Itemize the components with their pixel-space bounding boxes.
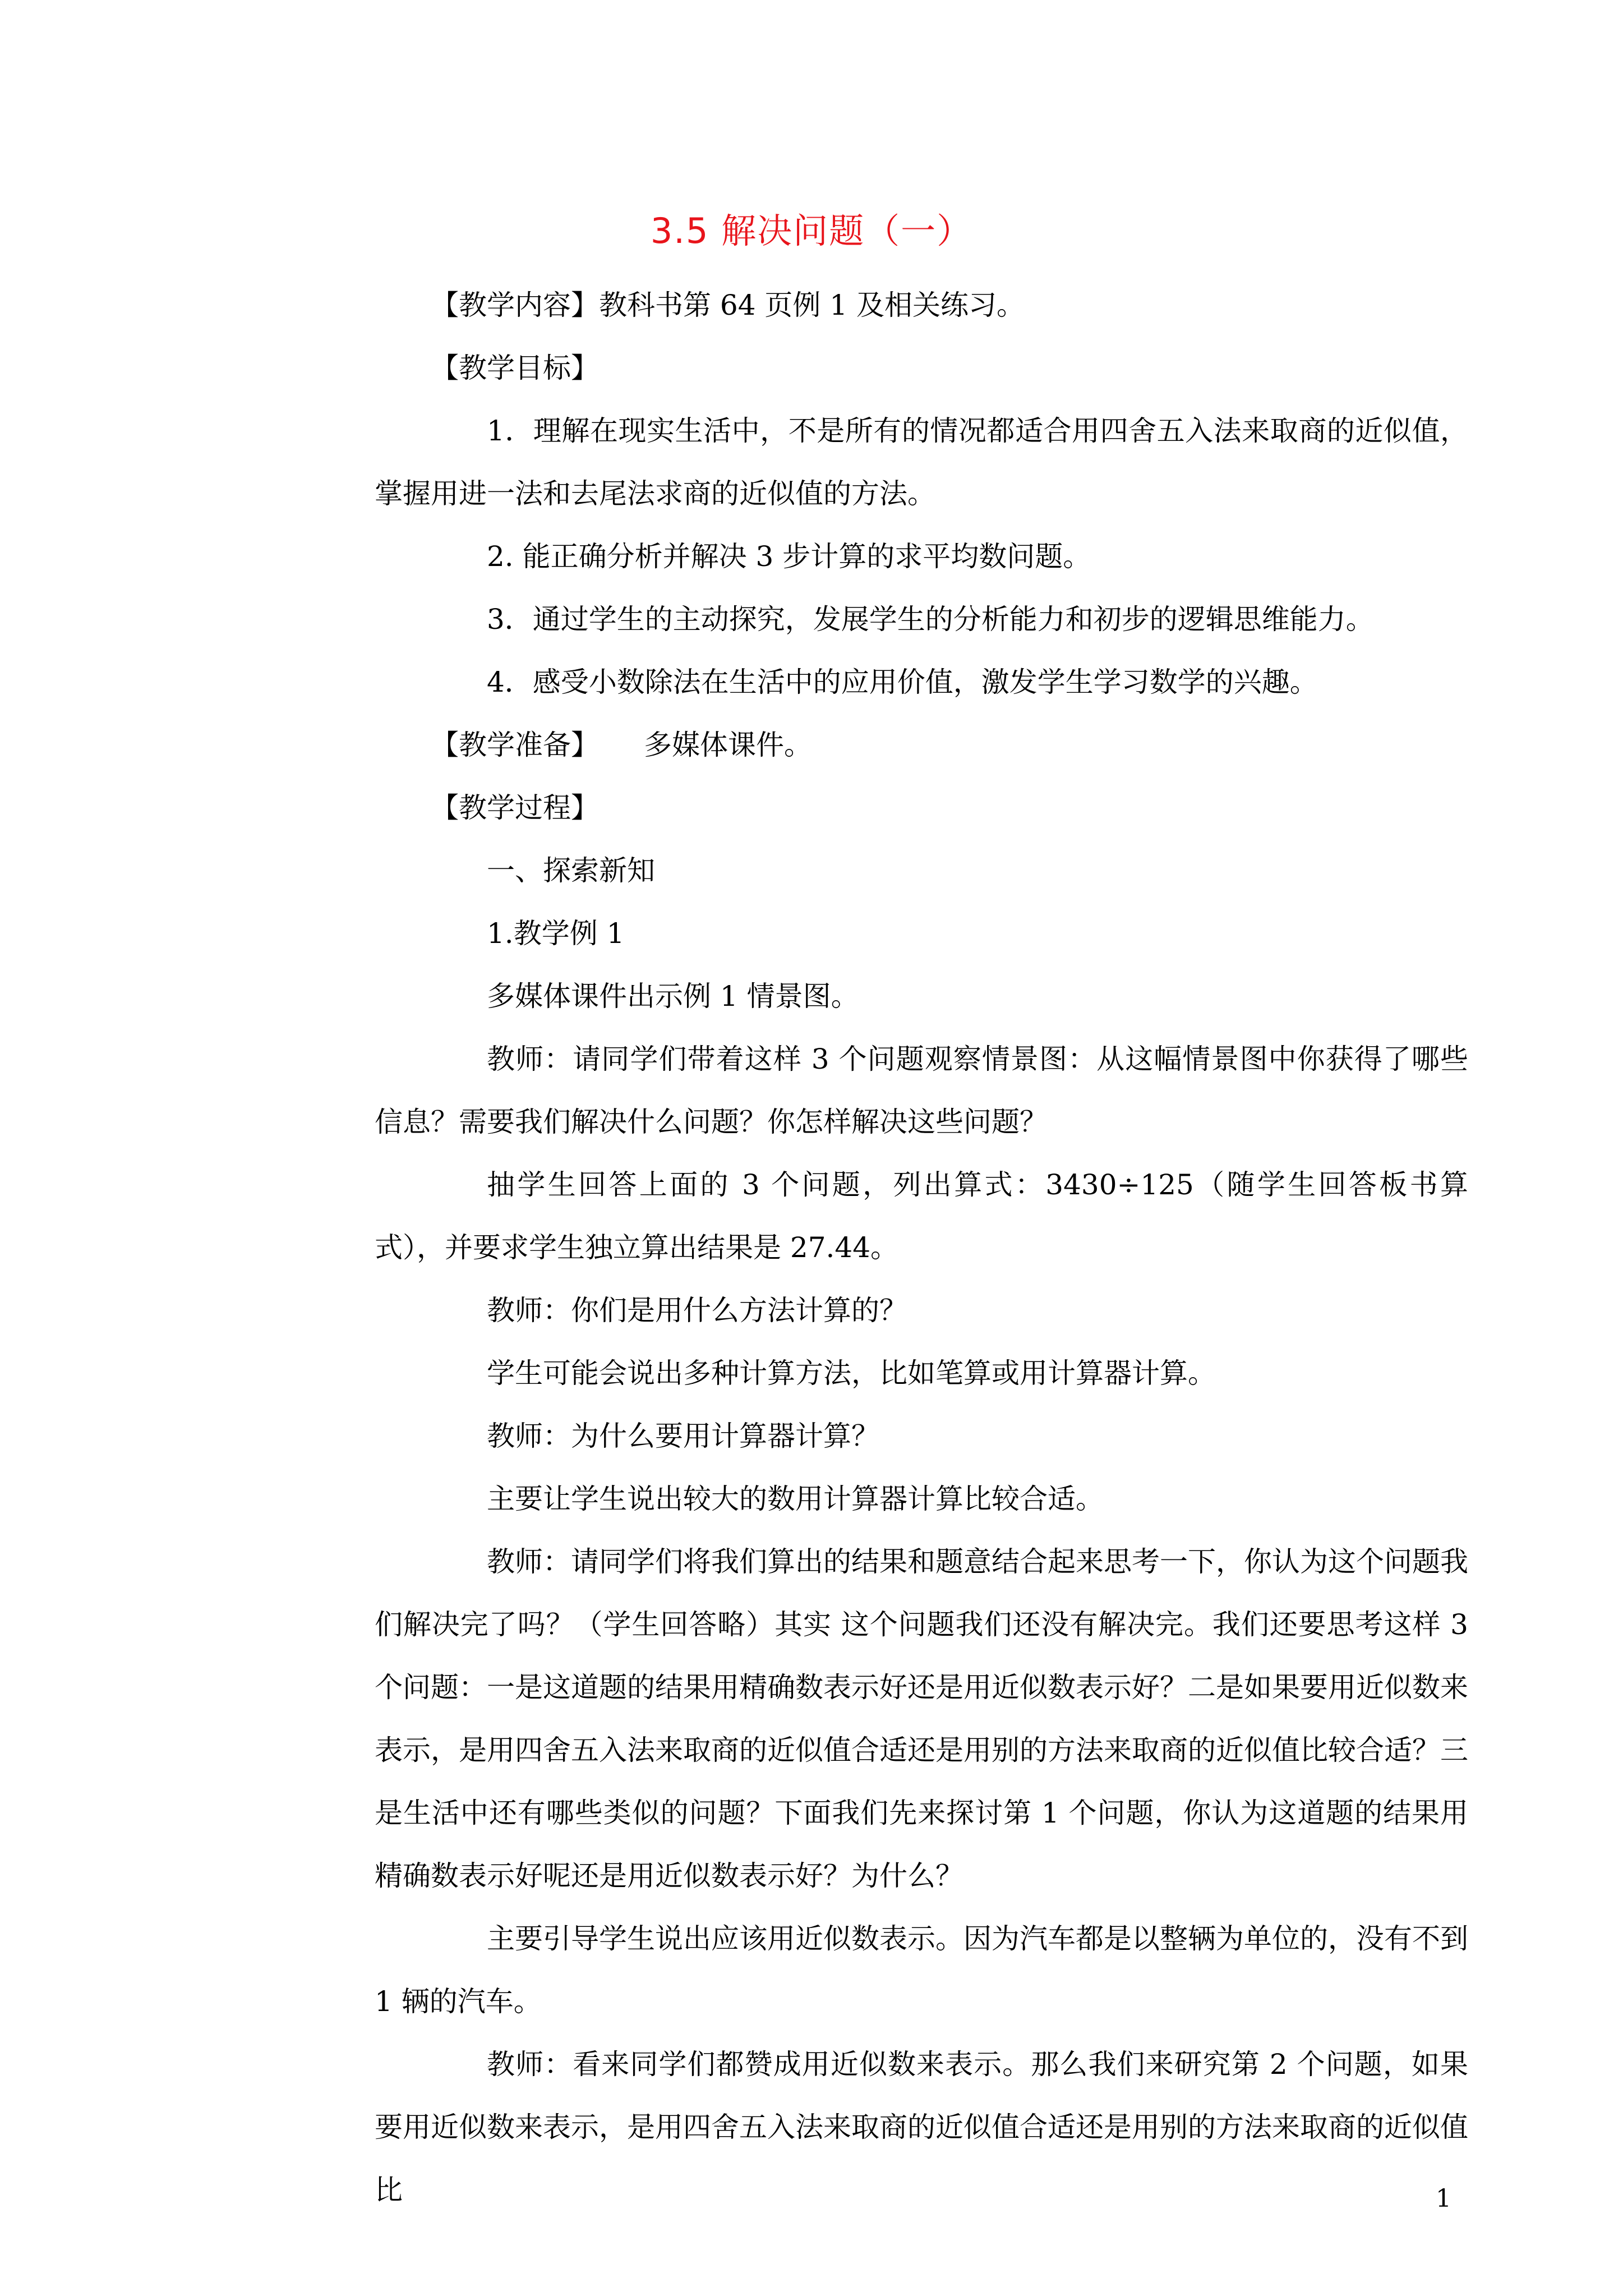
page-number: 1 <box>1436 2184 1451 2213</box>
paragraph: 教师：请同学们带着这样 3 个问题观察情景图：从这幅情景图中你获得了哪些信息？需要我们解决什么问题？你怎样解决这些问题？ <box>375 1043 1468 1138</box>
teaching-content-line: 【教学内容】教科书第 64 页例 1 及相关练习。 <box>431 289 1025 321</box>
goal-item-1: 1．理解在现实生活中，不是所有的情况都适合用四舍五入法来取商的近似值，掌握用进一法和去尾法求商的近似值的方法。 <box>375 415 1468 510</box>
teaching-prep-line <box>375 714 1468 776</box>
paragraph: 抽学生回答上面的 3 个问题，列出算式：3430÷125（随学生回答板书算式），并要求学生独立算出结果是 27.44。 <box>375 1168 1468 1264</box>
teaching-prep-label: 【教学准备】 <box>431 729 599 761</box>
teaching-prep-value: 多媒体课件。 <box>644 729 812 761</box>
document-body <box>375 274 1468 2221</box>
subsection-heading: 1.教学例 1 <box>487 917 625 950</box>
paragraph: 教师：你们是用什么方法计算的？ <box>487 1294 907 1327</box>
paragraph: 学生可能会说出多种计算方法，比如笔算或用计算器计算。 <box>487 1357 1216 1389</box>
goal-item-4: 4．感受小数除法在生活中的应用价值，激发学生学习数学的兴趣。 <box>487 666 1318 698</box>
goal-item-2: 2. 能正确分析并解决 3 步计算的求平均数问题。 <box>487 540 1091 573</box>
teaching-goals-heading: 【教学目标】 <box>431 352 599 384</box>
paragraph: 教师：看来同学们都赞成用近似数来表示。那么我们来研究第 2 个问题，如果要用近似数来表示，是用四舍五入法来取商的近似值合适还是用别的方法来取商的近似值比 <box>375 2048 1468 2206</box>
paragraph: 主要引导学生说出应该用近似数表示。因为汽车都是以整辆为单位的，没有不到 1 辆的汽车。 <box>375 1922 1468 2018</box>
goal-item-3: 3．通过学生的主动探究，发展学生的分析能力和初步的逻辑思维能力。 <box>487 603 1374 636</box>
paragraph: 教师：请同学们将我们算出的结果和题意结合起来思考一下，你认为这个问题我们解决完了吗？（学生回答略）其实 这个问题我们还没有解决完。我们还要思考这样 3 个问题：一是这道题的结果用精确数表示好还是用近似数表示好？二是如果要用近似数来表示，是用四舍五入法来取商的近似值合适还是用别的方法来取商的近似值比较合适？三是生活中还有哪些类似的问题？下面我们先来探讨第 1 个问题，你认为这道题的结果用精确数表示好呢还是用近似数表示好？为什么？ <box>375 1545 1468 1892</box>
paragraph: 教师：为什么要用计算器计算？ <box>487 1420 879 1452</box>
teaching-process-heading: 【教学过程】 <box>431 792 599 824</box>
paragraph: 主要让学生说出较大的数用计算器计算比较合适。 <box>487 1483 1104 1515</box>
paragraph: 多媒体课件出示例 1 情景图。 <box>487 980 859 1013</box>
section-heading: 一、探索新知 <box>487 854 655 887</box>
page-title: 3.5 解决问题（一） <box>650 210 973 251</box>
